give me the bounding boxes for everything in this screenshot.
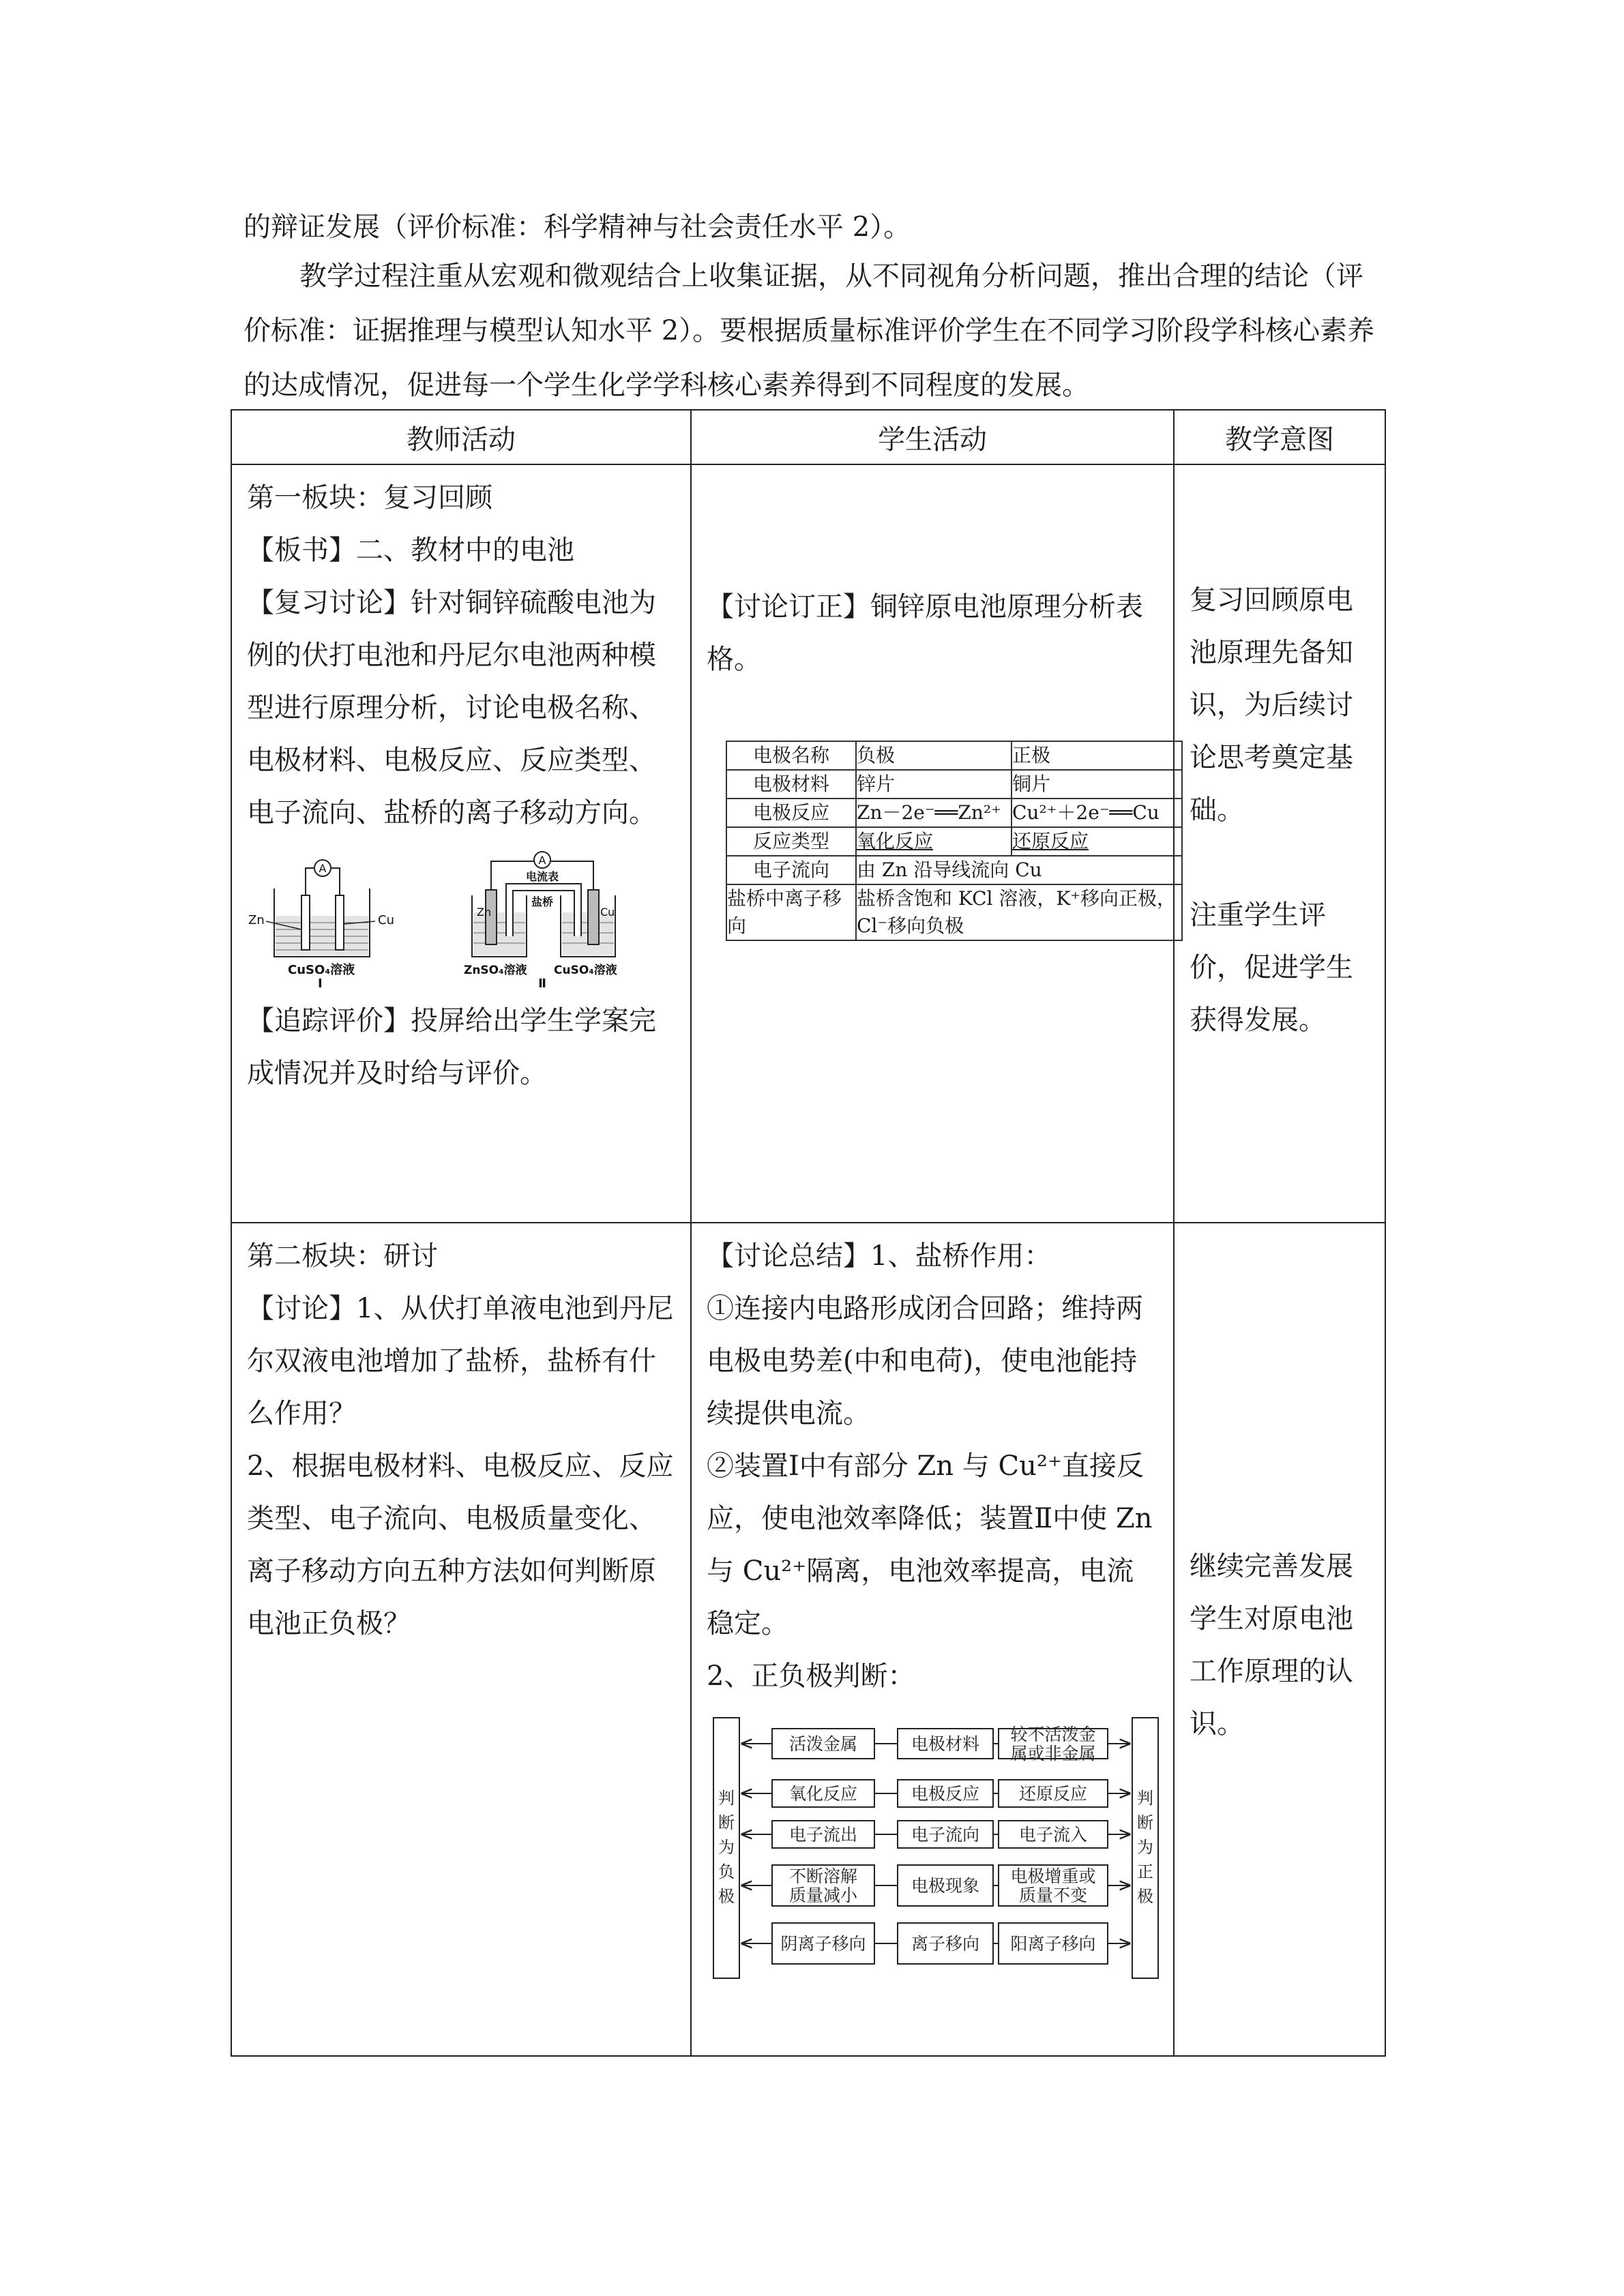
cell-2-label: Ⅱ — [538, 976, 546, 991]
intent-2: 注重学生评价，促进学生获得发展。 — [1190, 899, 1353, 1036]
analysis-table — [726, 741, 1183, 941]
flow-right-3: 电极增重或质量不变 — [1010, 1866, 1096, 1905]
battery-diagram — [247, 848, 670, 991]
intent-3: 继续完善发展学生对原电池工作原理的认识。 — [1190, 1551, 1353, 1740]
flow-right-0: 较不活泼金属或非金属 — [1010, 1725, 1096, 1763]
zn-label-1: Zn — [248, 913, 265, 927]
row2-teacher-cell — [231, 1223, 691, 2056]
discussion-question-1: 【讨论】1、从伏打单液电池到丹尼尔双液电池增加了盐桥，盐桥有什么作用？ — [247, 1293, 674, 1429]
row2-intent-cell — [1174, 1223, 1385, 2056]
cu-label-2: Cu — [600, 906, 615, 919]
analysis-header-name: 电极名称 — [726, 741, 856, 770]
section-2-title: 第二板块：研讨 — [247, 1240, 438, 1272]
cell-1-label: Ⅰ — [318, 976, 323, 991]
znso4-label: ZnSO₄溶液 — [464, 964, 527, 977]
discussion-question-2: 2、根据电极材料、电极反应、反应类型、电子流向、电极质量变化、离子移动方向五种方法如何判断原电池正负极？ — [247, 1450, 674, 1639]
review-discussion: 【复习讨论】针对铜锌硫酸电池为例的伏打电池和丹尼尔电池两种模型进行原理分析，讨论电极名称、电极材料、电极反应、反应类型、电子流向、盐桥的离子移动方向。 — [247, 587, 656, 829]
header-teacher: 教师活动 — [231, 410, 691, 464]
analysis-row-label: 电极材料 — [726, 770, 856, 799]
lesson-table — [231, 409, 1386, 2057]
ammeter-name-label: 电流表 — [525, 870, 559, 883]
voltaic-cell-diagram — [248, 860, 394, 991]
section-1-title: 第一板块：复习回顾 — [247, 482, 492, 513]
analysis-row-label: 盐桥中离子移向 — [726, 884, 856, 940]
ammeter-label-2: A — [538, 854, 546, 867]
flow-left-4: 阴离子移向 — [780, 1934, 866, 1954]
salt-bridge-point-1: ①连接内电路形成闭合回路；维持两电极电势差(中和电荷)，使电池能持续提供电流。 — [707, 1293, 1143, 1429]
flow-left-0: 活泼金属 — [788, 1734, 858, 1754]
discussion-summary: 【讨论总结】1、盐桥作用： — [707, 1240, 1052, 1272]
analysis-cell: 氧化反应 — [856, 827, 1012, 856]
cuso4-label-1: CuSO₄溶液 — [288, 963, 355, 977]
flow-mid-1: 电极反应 — [911, 1784, 980, 1804]
cuso4-label-2: CuSO₄溶液 — [554, 964, 617, 977]
electrode-judgement-title: 2、正负极判断： — [707, 1660, 915, 1692]
flow-left-1: 氧化反应 — [788, 1784, 858, 1804]
analysis-header-positive: 正极 — [1012, 741, 1182, 770]
analysis-cell: 由 Zn 沿导线流向 Cu — [856, 856, 1182, 884]
flow-left-3: 不断溶解质量减小 — [788, 1866, 858, 1905]
analysis-cell: Cu²⁺＋2e⁻══Cu — [1012, 799, 1182, 827]
flow-right-1: 还原反应 — [1018, 1784, 1088, 1804]
daniell-cell-diagram — [464, 852, 617, 991]
intro-paragraph-2: 教学过程注重从宏观和微观结合上收集证据，从不同视角分析问题，推出合理的结论（评价标准：证据推理与模型认知水平 2）。要根据质量标准评价学生在不同学习阶段学科核心素养的达成情况，促进每一个学生化学学科核心素养得到不同程度的发展。 — [243, 260, 1375, 401]
blackboard-note: 【板书】二、教材中的电池 — [247, 535, 574, 566]
intent-1: 复习回顾原电池原理先备知识，为后续讨论思考奠定基础。 — [1190, 584, 1353, 826]
cu-label-1: Cu — [378, 913, 394, 927]
analysis-header-negative: 负极 — [856, 741, 1012, 770]
tracking-evaluation: 【追踪评价】投屏给出学生学案完成情况并及时给与评价。 — [247, 1005, 656, 1089]
intro-line-1: 的辩证发展（评价标准：科学精神与社会责任水平 2）。 — [243, 211, 911, 243]
ammeter-label-1: A — [319, 862, 327, 875]
negative-side-label: 判断为负极 — [718, 1789, 735, 1906]
zn-label-2: Zn — [477, 906, 492, 919]
analysis-row-label: 反应类型 — [726, 827, 856, 856]
analysis-cell: 铜片 — [1012, 770, 1182, 799]
row2-student-cell — [691, 1223, 1174, 2056]
flow-mid-4: 离子移向 — [911, 1934, 980, 1954]
analysis-row-label: 电极反应 — [726, 799, 856, 827]
discussion-correction: 【讨论订正】铜锌原电池原理分析表格。 — [707, 591, 1143, 675]
flow-left-2: 电子流出 — [788, 1825, 858, 1845]
header-intent: 教学意图 — [1174, 410, 1385, 464]
salt-bridge-label: 盐桥 — [531, 895, 554, 908]
analysis-cell: 还原反应 — [1012, 827, 1182, 856]
positive-side-label: 判断为正极 — [1137, 1789, 1153, 1906]
flow-right-4: 阳离子移向 — [1010, 1934, 1096, 1954]
electrode-judgement-flowchart — [712, 1708, 1162, 1988]
flow-right-2: 电子流入 — [1018, 1825, 1088, 1845]
row1-intent-cell — [1174, 464, 1385, 1223]
header-student: 学生活动 — [691, 410, 1174, 464]
flow-mid-3: 电极现象 — [911, 1876, 980, 1896]
analysis-cell: 盐桥含饱和 KCl 溶液，K⁺移向正极，Cl⁻移向负极 — [856, 884, 1182, 940]
flow-mid-0: 电极材料 — [911, 1734, 980, 1754]
analysis-row-label: 电子流向 — [726, 856, 856, 884]
analysis-cell: 锌片 — [856, 770, 1012, 799]
row1-teacher-cell — [231, 464, 691, 1223]
row1-student-cell — [691, 464, 1177, 1223]
analysis-cell: Zn－2e⁻══Zn²⁺ — [856, 799, 1012, 827]
flow-mid-2: 电子流向 — [911, 1825, 980, 1845]
salt-bridge-point-2: ②装置Ⅰ中有部分 Zn 与 Cu²⁺直接反应，使电池效率降低；装置Ⅱ中使 Zn 与 Cu²⁺隔离，电池效率提高，电流稳定。 — [707, 1450, 1153, 1639]
